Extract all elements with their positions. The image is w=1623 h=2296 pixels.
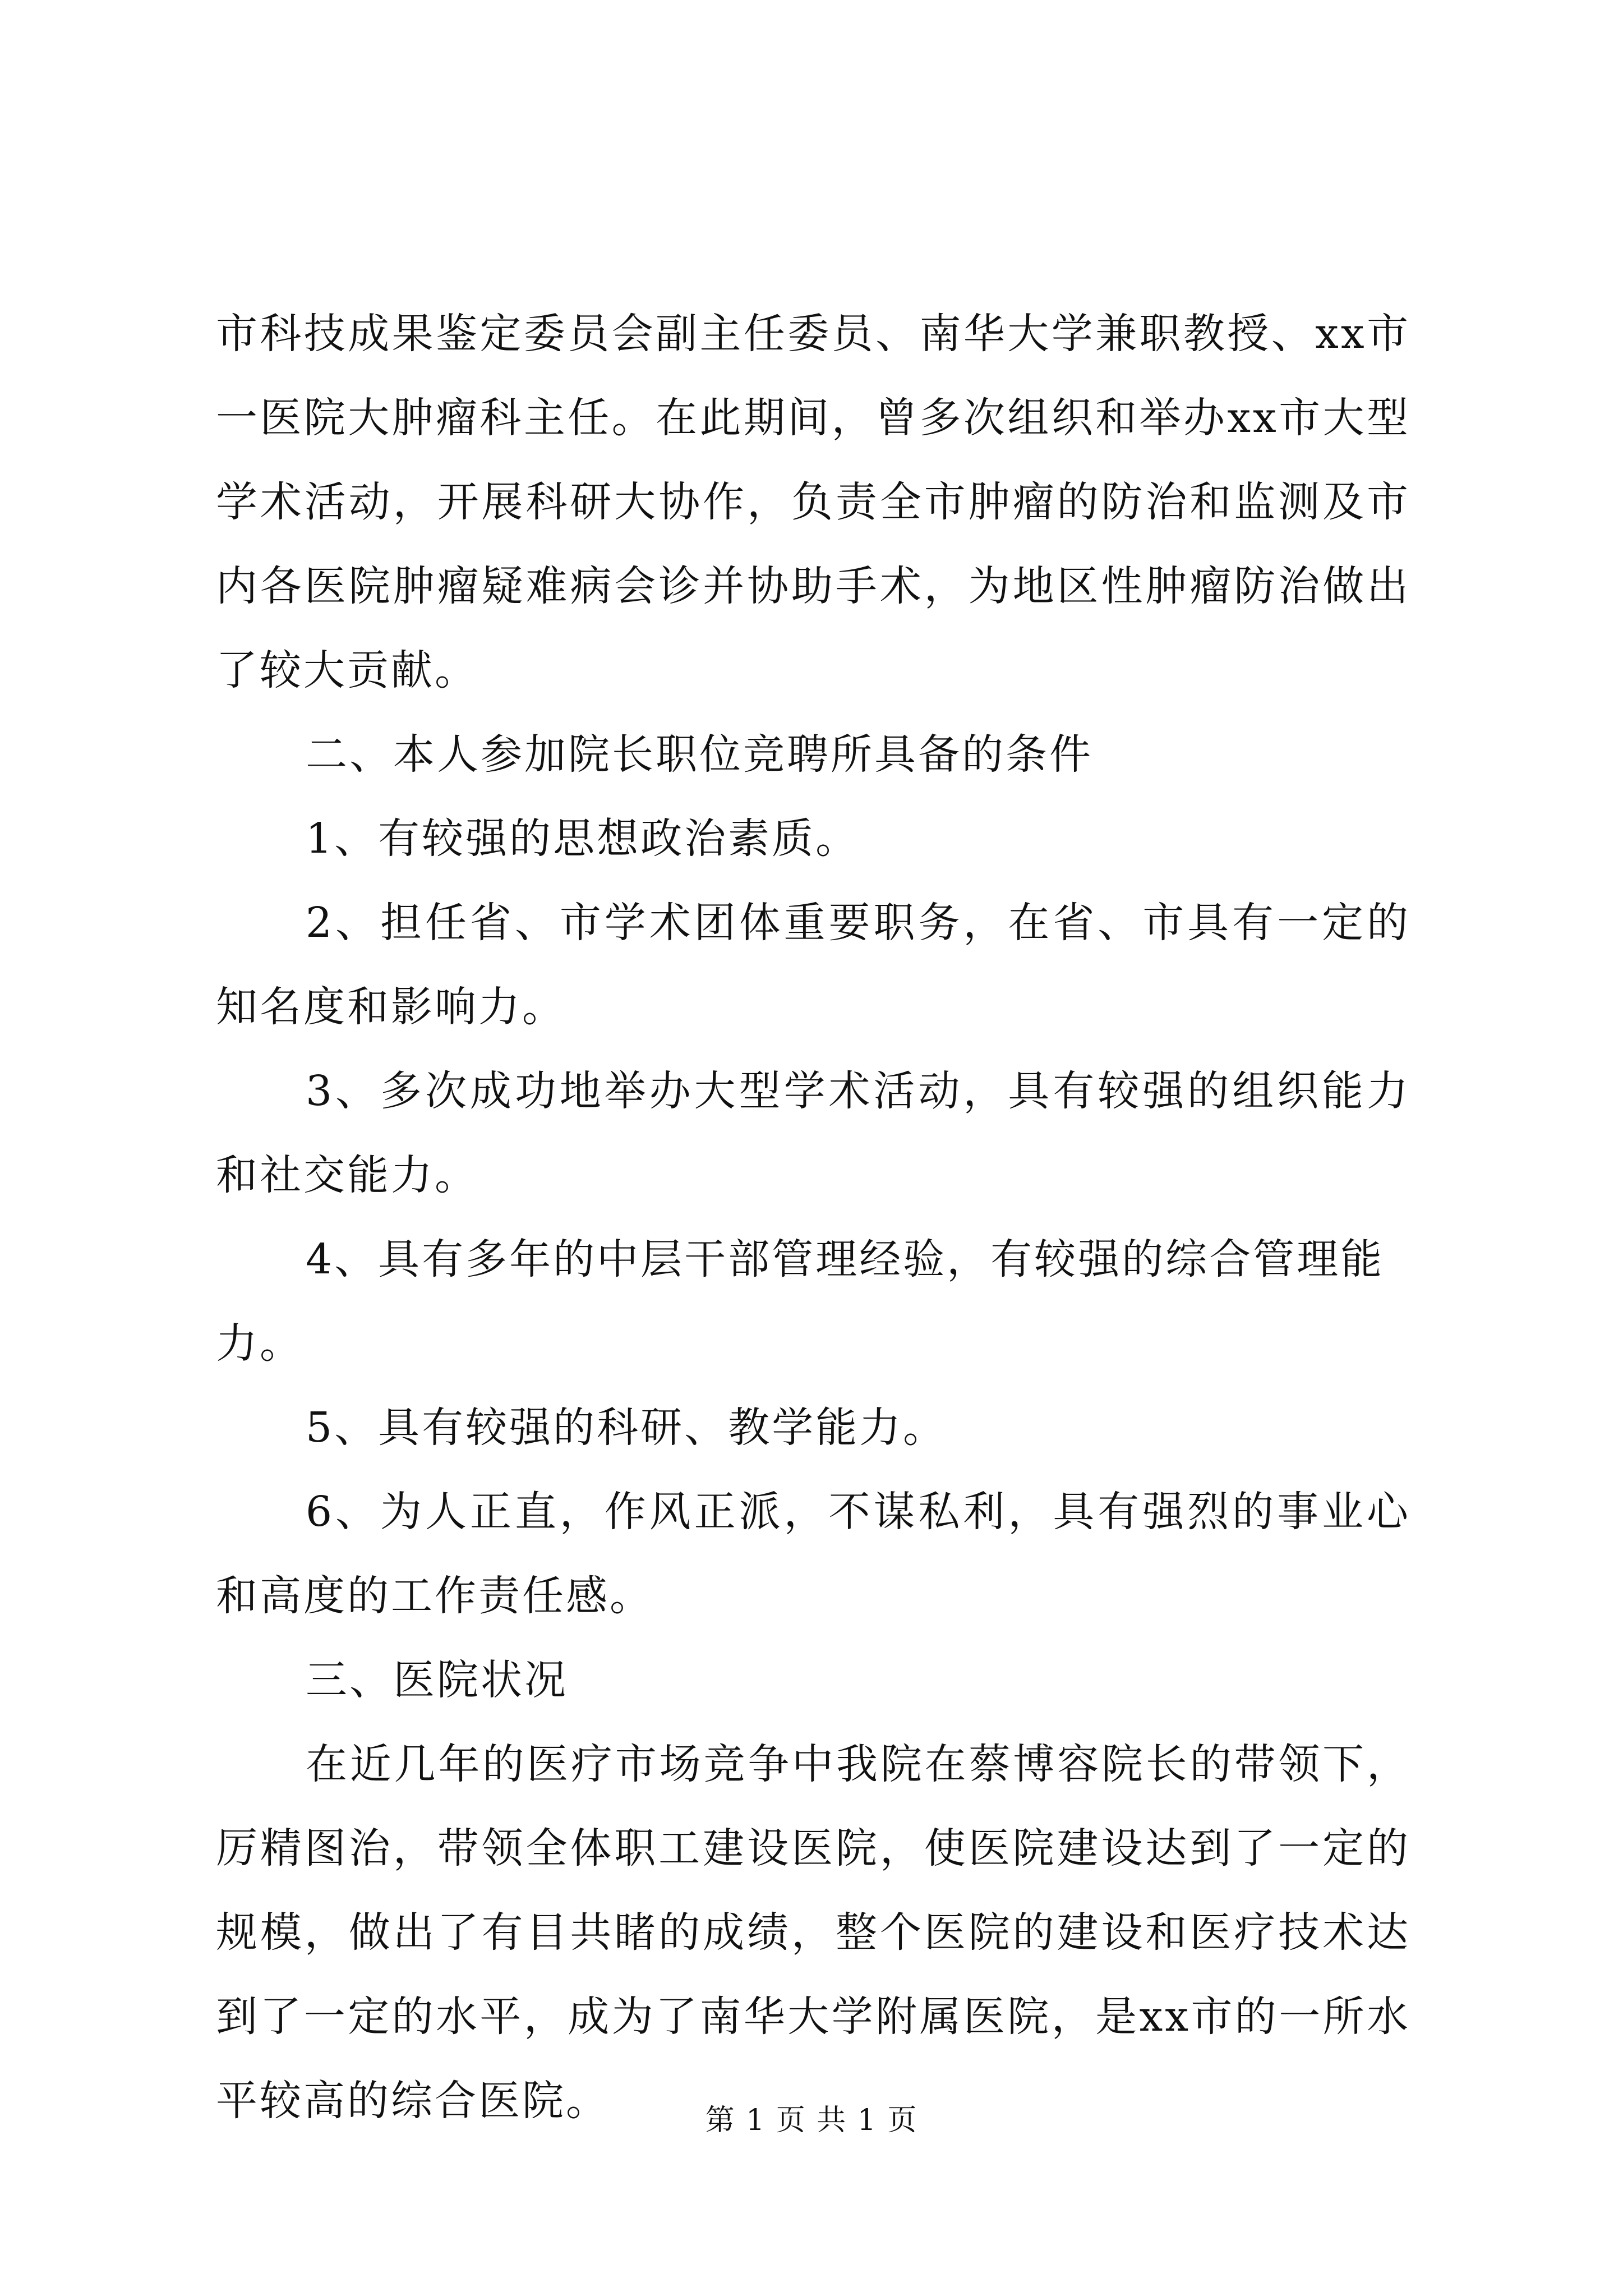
page-footer: 第 1 页 共 1 页 — [705, 2104, 918, 2137]
list-item-4: 4、具有多年的中层干部管理经验，有较强的综合管理能力。 — [216, 1235, 1385, 1368]
document-body — [216, 292, 1410, 2143]
list-item-3: 3、多次成功地举办大型学术活动，具有较强的组织能力和社交能力。 — [216, 1067, 1410, 1199]
list-item-5: 5、具有较强的科研、教学能力。 — [306, 1404, 947, 1452]
paragraph-1: 市科技成果鉴定委员会副主任委员、南华大学兼职教授、xx市一医院大肿瘤科主任。在此期间，曾多次组织和举办xx市大型学术活动，开展科研大协作，负责全市肿瘤的防治和监测及市内各医院肿瘤疑难病会诊并协助手术，为地区性肿瘤防治做出了较大贡献。 — [216, 310, 1410, 694]
list-item-2: 2、担任省、市学术团体重要职务，在省、市具有一定的知名度和影响力。 — [216, 899, 1410, 1031]
heading-section-3: 三、医院状况 — [306, 1656, 568, 1704]
heading-section-2: 二、本人参加院长职位竞聘所具备的条件 — [306, 730, 1093, 779]
list-item-6: 6、为人正直，作风正派，不谋私利，具有强烈的事业心和高度的工作责任感。 — [216, 1488, 1410, 1620]
list-item-1: 1、有较强的思想政治素质。 — [306, 815, 860, 863]
paragraph-hospital-status: 在近几年的医疗市场竞争中我院在蔡博容院长的带领下，厉精图治，带领全体职工建设医院，使医院建设达到了一定的规模，做出了有目共睹的成绩，整个医院的建设和医疗技术达到了一定的水平，成为了南华大学附属医院，是xx市的一所水平较高的综合医院。 — [216, 1740, 1410, 2125]
